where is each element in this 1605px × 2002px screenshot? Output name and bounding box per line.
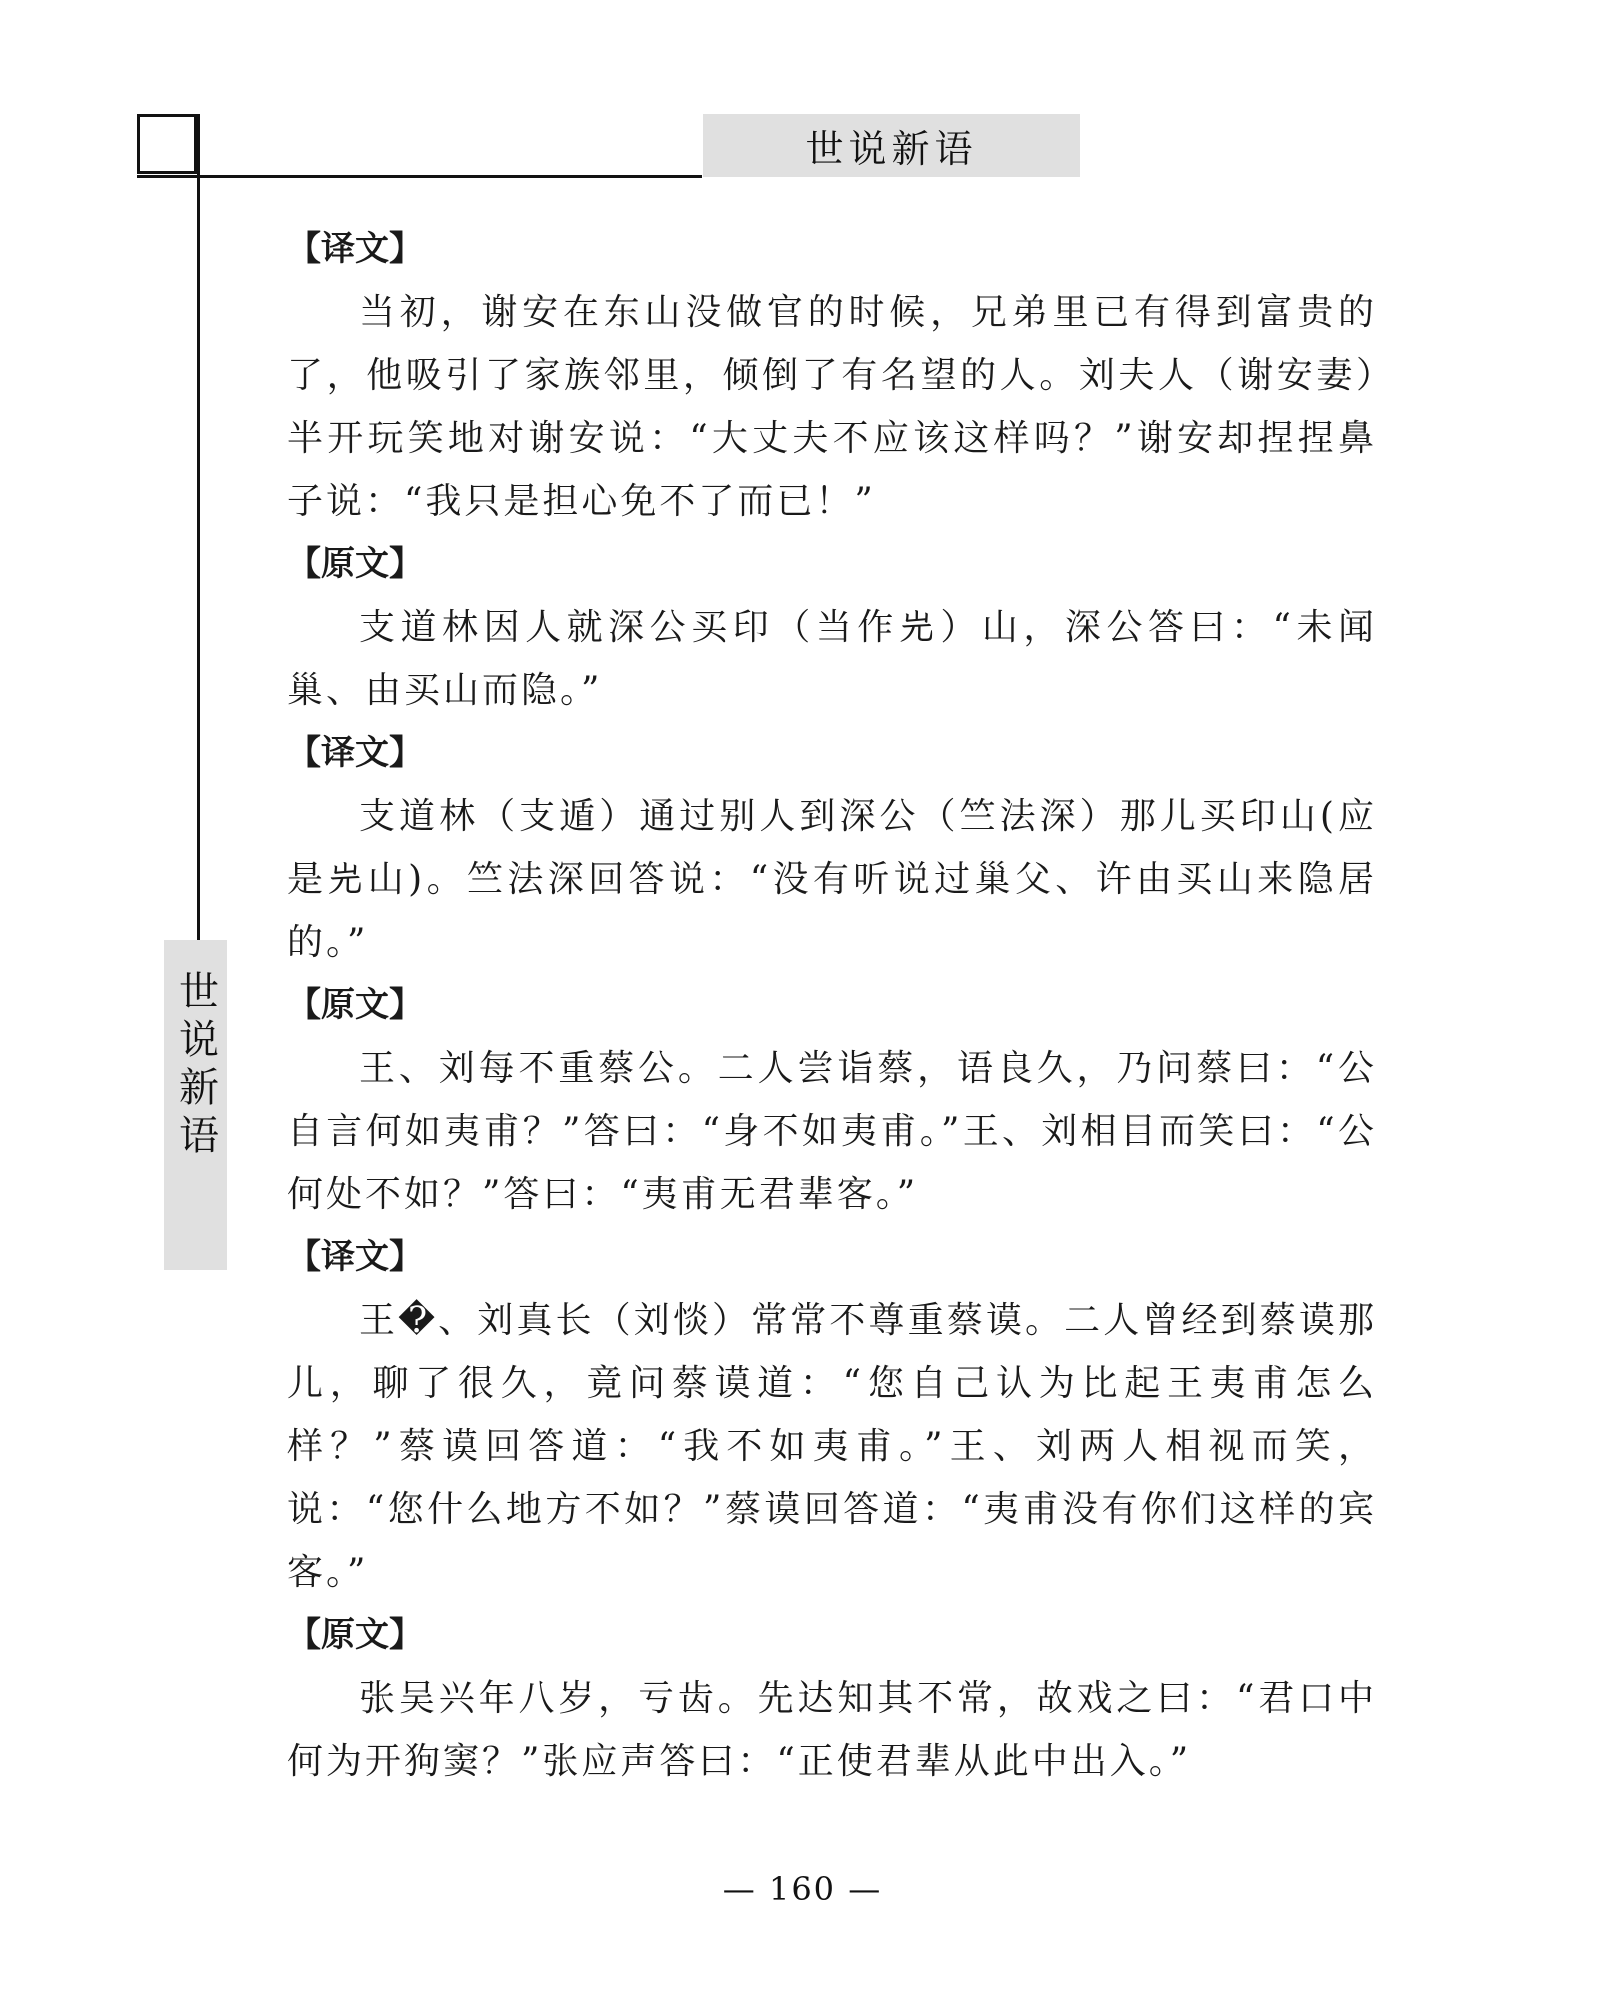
section-paragraph: 王、刘每不重蔡公。二人尝诣蔡，语良久，乃问蔡曰：“公自言何如夷甫？”答曰：“身不如夷甫。”王、刘相目而笑曰：“公何处不如？”答曰：“夷甫无君辈客。”: [287, 1048, 1377, 1215]
section-label: 【译文】: [287, 733, 423, 773]
section-original-2: [287, 974, 1377, 1226]
section-label: 【原文】: [287, 544, 423, 584]
section-label: 【译文】: [287, 1237, 423, 1277]
corner-frame-box: [137, 114, 197, 174]
section-translation-1: [287, 218, 1377, 533]
section-translation-2: [287, 722, 1377, 974]
section-original-1: [287, 533, 1377, 722]
margin-rule: [197, 114, 200, 940]
page-body: [287, 218, 1377, 1793]
running-header: [703, 114, 1080, 177]
section-translation-3: [287, 1226, 1377, 1604]
section-label: 【原文】: [287, 1615, 423, 1655]
section-paragraph: 支道林（支遁）通过别人到深公（竺法深）那儿买印山(应是𡵉山)。竺法深回答说：“没有听说过巢父、许由买山来隐居的。”: [287, 796, 1377, 963]
side-tab-label: 世说新语: [172, 970, 219, 1162]
section-paragraph: 当初，谢安在东山没做官的时候，兄弟里已有得到富贵的了，他吸引了家族邻里，倾倒了有名望的人。刘夫人（谢安妻）半开玩笑地对谢安说：“大丈夫不应该这样吗？”谢安却捏捏鼻子说：“我只是担心免不了而已！”: [287, 292, 1377, 522]
section-paragraph: 支道林因人就深公买印（当作𡵉）山，深公答曰：“未闻巢、由买山而隐。”: [287, 607, 1377, 711]
page-number: — 160 —: [722, 1870, 883, 1908]
section-paragraph: 王�、刘真长（刘惔）常常不尊重蔡谟。二人曾经到蔡谟那儿，聊了很久，竟问蔡谟道：“您自己认为比起王夷甫怎么样？”蔡谟回答道：“我不如夷甫。”王、刘两人相视而笑，说：“您什么地方不如？”蔡谟回答道：“夷甫没有你们这样的宾客。”: [287, 1300, 1377, 1593]
header-rule: [137, 175, 702, 178]
book-title: 世说新语: [805, 127, 978, 171]
section-paragraph: 张吴兴年八岁，亏齿。先达知其不常，故戏之曰：“君口中何为开狗窦？”张应声答曰：“正使君辈从此中出入。”: [287, 1678, 1377, 1782]
side-tab: [164, 940, 227, 1270]
section-label: 【原文】: [287, 985, 423, 1025]
section-original-3: [287, 1604, 1377, 1793]
section-label: 【译文】: [287, 229, 423, 269]
